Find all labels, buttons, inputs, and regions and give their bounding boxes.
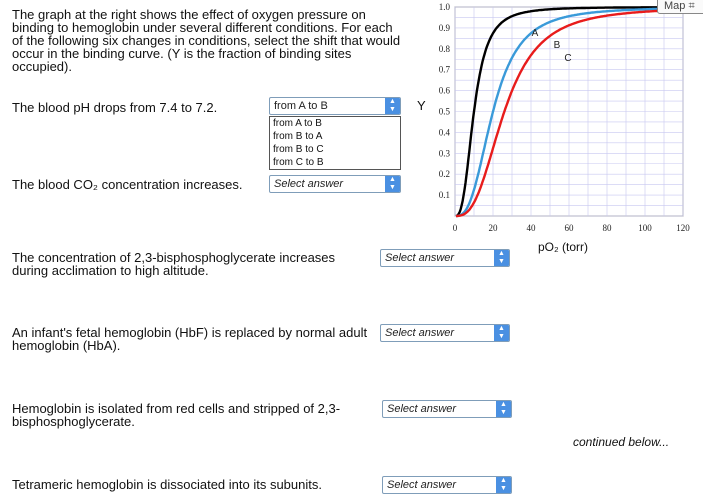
select-arrows-icon: ▲ ▼ <box>494 325 509 341</box>
x-tick-label: 100 <box>638 223 652 233</box>
y-tick-label: 0.7 <box>438 64 450 75</box>
binding-curve-chart <box>410 0 703 270</box>
x-axis-label: pO₂ (torr) <box>538 240 588 254</box>
y-tick-label: 1.0 <box>438 2 450 12</box>
question-2-select-value: Select answer <box>274 178 344 190</box>
question-2-text: The blood CO₂ concentration increases. <box>12 177 243 192</box>
y-tick-label: 0.9 <box>438 22 450 33</box>
question-4-select[interactable] <box>380 324 510 342</box>
y-tick-label: 0.1 <box>438 190 450 201</box>
question-6-select-value: Select answer <box>387 479 457 491</box>
dropdown-option[interactable]: from B to A <box>273 131 323 142</box>
question-6-text: Tetrameric hemoglobin is dissociated into its subunits. <box>12 477 322 492</box>
question-2-select[interactable] <box>269 175 401 193</box>
y-tick-label: 0.8 <box>438 43 450 54</box>
select-arrows-icon: ▲ ▼ <box>385 176 400 192</box>
x-tick-label: 60 <box>564 223 574 233</box>
map-icon: ⌗ <box>688 0 695 12</box>
select-arrows-icon: ▲ ▼ <box>494 250 509 266</box>
intro-text: The graph at the right shows the effect of oxygen pressure on binding to hemoglobin under several different conditions. For each of the following six changes in conditions, select the shift that would occur in the binding curve. (Y is the fraction of binding sites occupied). <box>12 7 401 74</box>
dropdown-option[interactable]: from B to C <box>273 144 324 155</box>
question-5-select-value: Select answer <box>387 403 457 415</box>
y-tick-label: 0.2 <box>438 169 450 180</box>
y-tick-label: 0.4 <box>438 127 450 138</box>
select-arrows-icon: ▲ ▼ <box>496 401 511 417</box>
question-5-select[interactable] <box>382 400 512 418</box>
x-tick-label: 120 <box>676 223 690 233</box>
curve-label-C: C <box>564 53 572 64</box>
question-3-text: The concentration of 2,3-bisphosphoglycerate increases during acclimation to high altitude. <box>12 250 336 278</box>
question-1-text: The blood pH drops from 7.4 to 7.2. <box>12 100 218 115</box>
question-1-select[interactable] <box>269 97 401 115</box>
question-5-text: Hemoglobin is isolated from red cells and stripped of 2,3-bisphosphoglycerate. <box>12 401 341 429</box>
curve-label-A: A <box>531 28 539 39</box>
dropdown-option[interactable]: from A to B <box>273 118 322 129</box>
y-tick-label: 0.6 <box>438 85 450 96</box>
question-3-select-value: Select answer <box>385 252 455 264</box>
question-6-select[interactable] <box>382 476 512 494</box>
question-1-select-value: from A to B <box>274 100 328 112</box>
curve-label-B: B <box>553 40 561 51</box>
select-arrows-icon: ▲ ▼ <box>496 477 511 493</box>
y-tick-label: 0.3 <box>438 148 450 159</box>
x-tick-label: 0 <box>452 223 458 233</box>
x-tick-label: 40 <box>526 223 536 233</box>
select-arrows-icon: ▲ ▼ <box>385 98 400 114</box>
y-axis-label: Y <box>417 98 426 113</box>
y-tick-label: 0.5 <box>438 106 450 117</box>
question-4-text: An infant's fetal hemoglobin (HbF) is replaced by normal adult hemoglobin (HbA). <box>12 325 368 353</box>
x-tick-label: 20 <box>488 223 498 233</box>
map-label: Map <box>664 0 686 12</box>
continued-note: continued below... <box>573 435 670 449</box>
dropdown-option[interactable]: from C to B <box>273 157 324 168</box>
x-tick-label: 80 <box>602 223 612 233</box>
map-button[interactable] <box>657 0 703 14</box>
answer-dropdown-list[interactable] <box>269 116 401 170</box>
question-4-select-value: Select answer <box>385 327 455 339</box>
